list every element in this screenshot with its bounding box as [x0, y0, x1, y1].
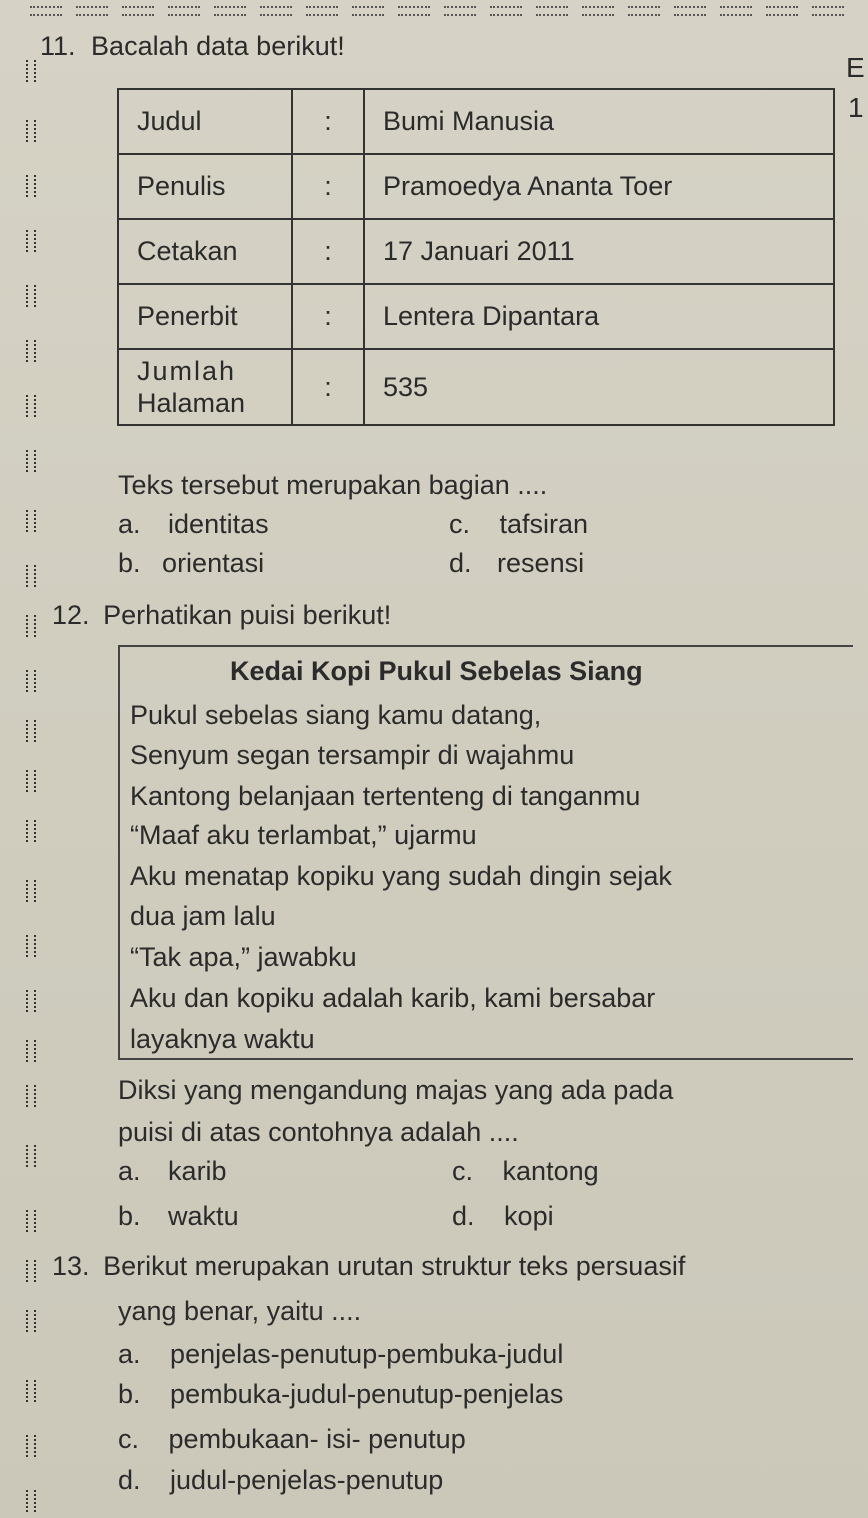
option-text: orientasi: [162, 548, 265, 578]
table-label: Penulis: [118, 154, 292, 219]
table-separator: :: [292, 154, 364, 219]
option-text: resensi: [497, 548, 585, 578]
q12-option-c[interactable]: [452, 1156, 599, 1187]
table-value: 17 Januari 2011: [364, 219, 834, 284]
option-letter: c.: [449, 509, 471, 539]
q12-prompt: Perhatikan puisi berikut!: [103, 600, 392, 630]
option-text: identitas: [168, 509, 269, 539]
q13-option-b[interactable]: [118, 1379, 563, 1410]
q11-number: 11.: [40, 31, 76, 61]
q11-header: [40, 30, 345, 62]
q11-edge-mark-2: 1: [848, 92, 864, 123]
table-label-line2: Halaman: [137, 388, 246, 418]
table-separator: :: [292, 89, 364, 154]
table-label: [118, 349, 292, 425]
q13-line1: Berikut merupakan urutan struktur teks persuasif: [103, 1251, 686, 1281]
poem-line: Aku menatap kopiku yang sudah dingin sejak: [130, 861, 672, 891]
q13-line2: yang benar, yaitu ....: [118, 1296, 362, 1326]
q12-question-line1: Diksi yang mengandung majas yang ada pada: [118, 1075, 674, 1105]
option-letter: d.: [452, 1201, 475, 1231]
table-row: [118, 89, 834, 154]
q12-number: 12.: [52, 600, 90, 630]
book-data-table: [117, 88, 835, 426]
q13-option-d[interactable]: [118, 1465, 443, 1496]
option-letter: b.: [118, 1379, 141, 1409]
poem-line: Aku dan kopiku adalah karib, kami bersabar: [130, 983, 656, 1013]
top-dotted-border: [30, 6, 868, 20]
option-text: karib: [168, 1156, 227, 1186]
option-letter: d.: [449, 548, 472, 578]
option-text: kantong: [502, 1156, 599, 1186]
option-text: tafsiran: [499, 509, 589, 539]
q12-option-a[interactable]: [118, 1156, 227, 1187]
option-letter: a.: [118, 1339, 141, 1369]
option-text: kopi: [504, 1201, 554, 1231]
table-label-line1: Jumlah: [137, 355, 237, 386]
option-letter: b.: [118, 548, 141, 578]
option-letter: c.: [118, 1424, 140, 1454]
poem-line: Pukul sebelas siang kamu datang,: [130, 700, 542, 730]
option-text: waktu: [168, 1201, 239, 1231]
option-text: penjelas-penutup-pembuka-judul: [170, 1339, 564, 1369]
option-letter: d.: [118, 1465, 141, 1495]
q12-question-line2: puisi di atas contohnya adalah ....: [118, 1117, 519, 1147]
poem-line: Kantong belanjaan tertenteng di tanganmu: [130, 781, 641, 811]
q13-header: [52, 1250, 685, 1282]
option-letter: a.: [118, 1156, 141, 1186]
poem-title: Kedai Kopi Pukul Sebelas Siang: [230, 656, 643, 686]
option-text: pembuka-judul-penutup-penjelas: [170, 1379, 564, 1409]
q11-option-c[interactable]: [449, 509, 588, 540]
poem-line: layaknya waktu: [130, 1024, 315, 1054]
q13-number: 13.: [52, 1251, 90, 1281]
table-row: [118, 284, 834, 349]
q12-option-d[interactable]: [452, 1201, 554, 1232]
q11-edge-mark-1: E: [846, 52, 865, 83]
table-row: [118, 154, 834, 219]
option-text: pembukaan- isi- penutup: [168, 1424, 466, 1454]
table-separator: :: [292, 349, 364, 425]
q11-option-d[interactable]: [449, 548, 584, 579]
q13-option-a[interactable]: [118, 1339, 563, 1370]
q11-prompt: Bacalah data berikut!: [91, 31, 345, 61]
poem-line: Senyum segan tersampir di wajahmu: [130, 740, 575, 770]
option-letter: c.: [452, 1156, 474, 1186]
q11-option-b[interactable]: [118, 548, 264, 579]
table-value: 535: [364, 349, 834, 425]
q11-question: Teks tersebut merupakan bagian ....: [118, 470, 548, 500]
table-label: Penerbit: [118, 284, 292, 349]
table-separator: :: [292, 219, 364, 284]
table-label: Cetakan: [118, 219, 292, 284]
table-row: [118, 349, 834, 425]
option-letter: b.: [118, 1201, 141, 1231]
table-value: Bumi Manusia: [364, 89, 834, 154]
q11-option-a[interactable]: [118, 509, 269, 540]
q12-option-b[interactable]: [118, 1201, 239, 1232]
table-value: Lentera Dipantara: [364, 284, 834, 349]
table-row: [118, 219, 834, 284]
q13-option-c[interactable]: [118, 1424, 466, 1455]
table-separator: :: [292, 284, 364, 349]
table-label: Judul: [118, 89, 292, 154]
poem-line: “Maaf aku terlambat,” ujarmu: [130, 820, 477, 850]
poem-line: “Tak apa,” jawabku: [130, 942, 357, 972]
option-letter: a.: [118, 509, 141, 539]
table-value: Pramoedya Ananta Toer: [364, 154, 834, 219]
q12-header: [52, 599, 391, 631]
option-text: judul-penjelas-penutup: [170, 1465, 444, 1495]
poem-line: dua jam lalu: [130, 901, 276, 931]
